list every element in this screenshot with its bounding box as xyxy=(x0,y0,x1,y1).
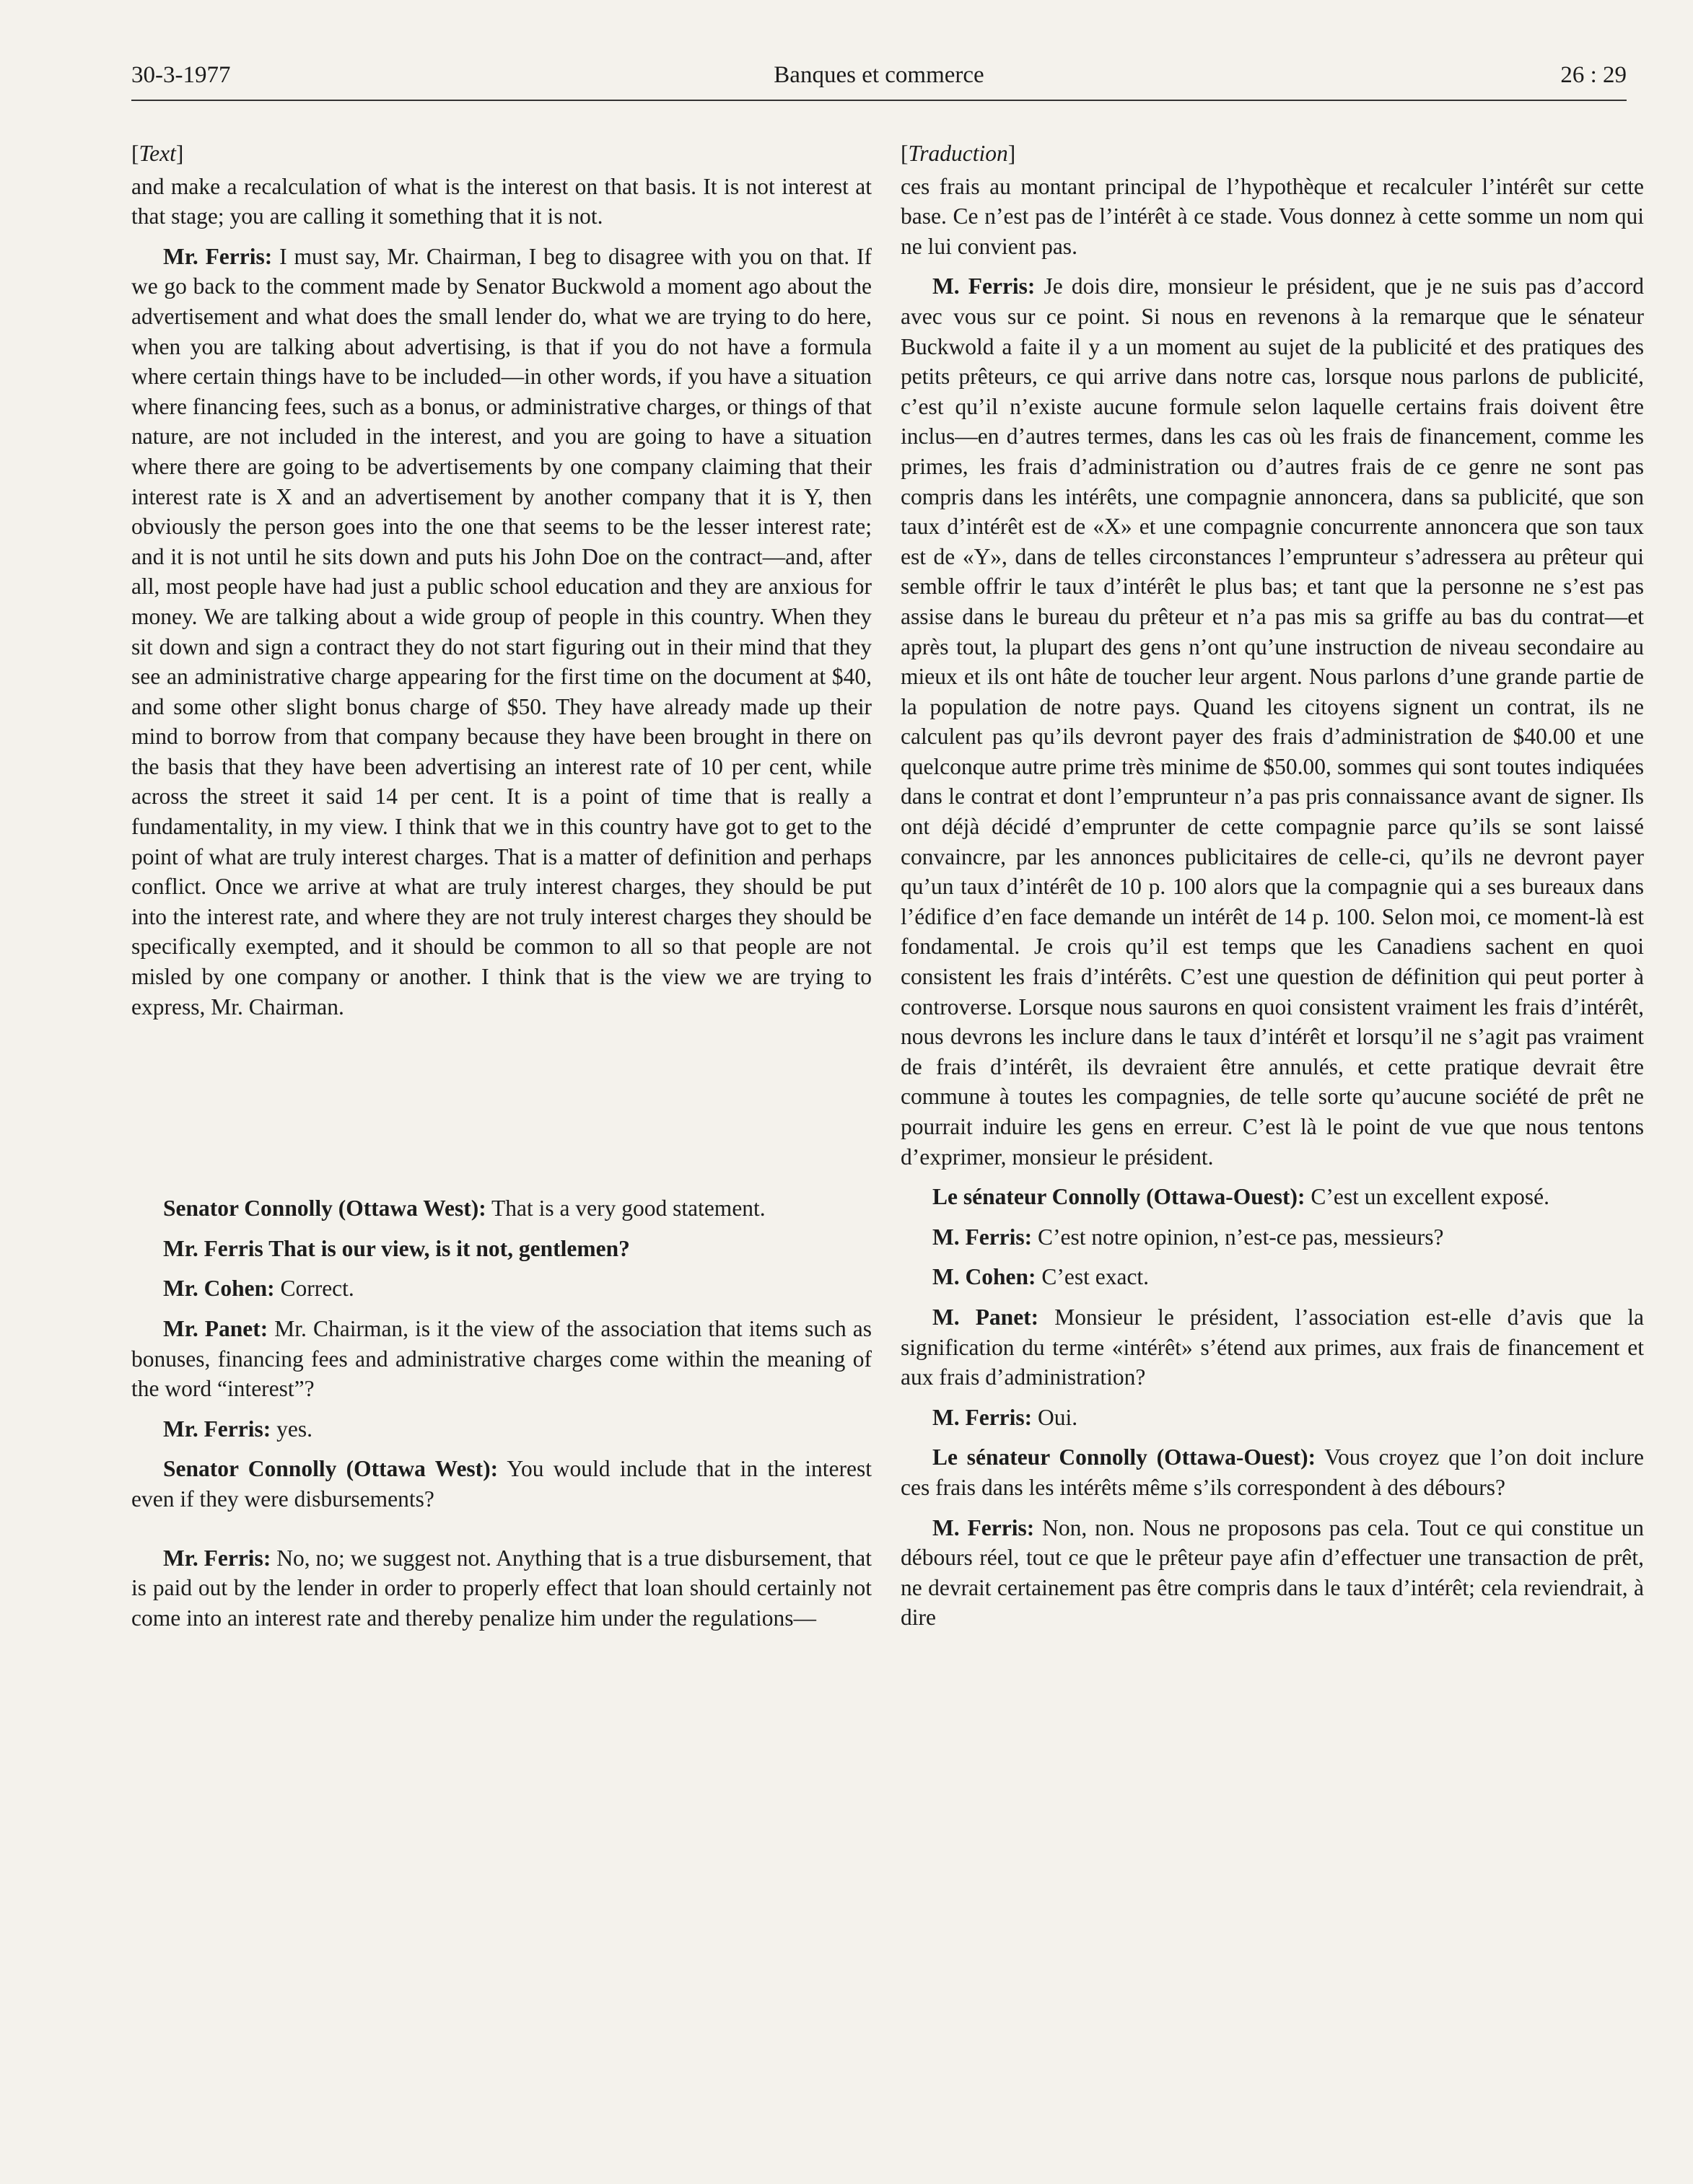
speech-paragraph xyxy=(131,1234,872,1264)
speech-text: C’est notre opinion, n’est-ce pas, messieurs? xyxy=(1032,1224,1444,1250)
speech-text: C’est un excellent exposé. xyxy=(1305,1184,1550,1210)
speech-text: That is a very good statement. xyxy=(486,1196,766,1222)
language-tag-label: Text xyxy=(139,141,176,166)
speaker-name: M. Ferris: xyxy=(932,1514,1035,1540)
column-gap xyxy=(131,1032,872,1193)
header-title: Banques et commerce xyxy=(774,62,984,88)
column-gap xyxy=(131,1525,872,1543)
speaker-name: M. Panet: xyxy=(932,1304,1039,1330)
speaker-name: Senator Connolly (Ottawa West): xyxy=(163,1456,499,1482)
speech-text: Monsieur le président, l’association est-elle d’avis que la signification du terme «intérêt» s’étend aux primes, aux frais de financement et aux frais d’administration? xyxy=(901,1304,1644,1390)
speech-text: Vous croyez que l’on doit inclure ces frais dans les intérêts même s’ils correspondent à des débours? xyxy=(901,1444,1644,1500)
speaker-name: M. Cohen: xyxy=(932,1264,1036,1290)
speaker-name: Mr. Ferris: xyxy=(163,1545,271,1571)
speech-text: No, no; we suggest not. Anything that is a true disbursement, that is paid out by the lender in order to properly effect that loan should certainly not come into an interest rate and thereby penalize him under the regulations— xyxy=(131,1545,872,1631)
speaker-name: Mr. Ferris: xyxy=(163,1416,271,1442)
speech-paragraph xyxy=(901,1182,1644,1212)
english-column xyxy=(131,139,872,1643)
speech-paragraph xyxy=(131,1454,872,1514)
speech-text: Je dois dire, monsieur le président, que je ne suis pas d’accord avec vous sur ce point. Si nous en revenons à la remarque que le sénateur Buckwold a faite il y a un moment au sujet de la publicité et des pratiques des petits prêteurs, ce qui arrive dans notre cas, lorsque nous parlons de publicité, c’est qu’il n’existe aucune formule selon laquelle certains frais doivent être inclus—en d’autres termes, dans les cas où les frais de financement, comme les primes, les frais d’administration ou d’autres frais de ce genre ne sont pas compris dans les intérêts, une compagnie annoncera, dans sa publicité, que son taux d’intérêt est de «X» et une compagnie concurrente annoncera que son taux est de «Y», dans de telles circonstances l’emprunteur s’adressera au prêteur qui semble offrir le taux d’intérêt le plus bas; et tant que la personne ne s’est pas assise dans le bureau du prêteur et n’a pas mis sa griffe au bas du contrat—et après tout, la plupart des gens n’ont qu’une instruction de niveau secondaire au mieux et ils ont hâte de toucher leur argent. Nous parlons d’une grande partie de la population de notre pays. Quand les citoyens signent un contrat, ils ne calculent pas qu’ils devront payer des frais d’administration de $40.00 et une quelconque autre prime très minime de $50.00, sommes qui sont toutes indiquées dans le contrat et dont l’emprunteur n’a pas pris connaissance avant de signer. Ils ont déjà décidé d’emprunter de cette compagnie parce qu’ils se sont laissé convaincre, par les annonces publicitaires de celle-ci, qu’ils ne devront payer qu’un taux d’intérêt de 10 p. 100 alors que la compagnie qui a ses bureaux dans l’édifice d’en face demande un intérêt de 14 p. 100. Selon moi, ce moment-là est fondamental. Je crois qu’il est temps que les Canadiens sachent en quoi consistent les frais d’intérêts. C’est une question de définition qui peut porter à controverse. Lorsque nous saurons en quoi consistent vraiment les frais d’intérêt, nous devrons les inclure dans le taux d’intérêt et lorsqu’il ne s’agit pas vraiment de frais d’intérêt, ils devraient être annulés, et cette pratique devrait être commune à toutes les compagnies, de telle sorte qu’aucune société de prêt ne pourrait induire les gens en erreur. C’est là le point de vue que nous tentons d’exprimer, monsieur le président. xyxy=(901,273,1644,1170)
speech-text: I must say, Mr. Chairman, I beg to disagree with you on that. If we go back to the comment made by Senator Buckwold a moment ago about the advertisement and what does the small lender do, what we are trying to do here, when you are talking about advertising, is that if you do not have a formula where certain things have to be included—in other words, if you have a situation where financing fees, such as a bonus, or administrative charges, or things of that nature, are not included in the interest, and you are going to have a situation where there are going to be advertisements by one company claiming that their interest rate is X and an advertisement by another company that it is Y, then obviously the person goes into the one that seems to be the lesser interest rate; and it is not until he sits down and puts his John Doe on the contract—and, after all, most people have had just a public school education and they are anxious for money. We are talking about a wide group of people in this country. When they sit down and sign a contract they do not start figuring out in their mind that they see an administrative charge appearing for the first time on the document at $40, and some other slight bonus charge of $50. They have already made up their mind to borrow from that company because they have been brought in there on the basis that they have been advertising an interest rate of 10 per cent, while across the street it said 14 per cent. It is a point of time that is really a fundamentality, in my view. I think that we in this country have got to get to the point of what are truly interest charges. That is a matter of definition and perhaps conflict. Once we arrive at what are truly interest charges, they should be put into the interest rate, and where they are not truly interest charges they should be specifically exempted, and it should be common to all so that people are not misled by one company or another. I think that is the view we are trying to express, Mr. Chairman. xyxy=(131,243,872,1019)
speech-text: Mr. Chairman, is it the view of the association that items such as bonuses, financing fees and administrative charges come within the meaning of the word “interest”? xyxy=(131,1316,872,1402)
speech-text: yes. xyxy=(271,1416,313,1442)
speaker-name: M. Ferris: xyxy=(932,273,1036,299)
header-page-number: 26 : 29 xyxy=(1560,62,1627,88)
language-tag-label: Traduction xyxy=(908,141,1008,166)
speaker-name: M. Ferris: xyxy=(932,1404,1033,1430)
speech-paragraph xyxy=(131,1543,872,1633)
speech-text: You would include that in the interest even if they were disbursements? xyxy=(131,1456,872,1512)
speech-paragraph xyxy=(131,1193,872,1224)
speech-text: Correct. xyxy=(274,1276,354,1302)
speech-paragraph xyxy=(131,1314,872,1404)
speech-paragraph xyxy=(901,1442,1644,1502)
speech-paragraph xyxy=(901,271,1644,1172)
speech-paragraph xyxy=(131,1273,872,1304)
speech-text: C’est exact. xyxy=(1036,1264,1150,1290)
speaker-name: Mr. Cohen: xyxy=(163,1276,275,1302)
french-column xyxy=(901,139,1644,1643)
speech-paragraph xyxy=(901,1513,1644,1633)
speaker-name: Mr. Ferris: xyxy=(163,243,273,269)
running-header xyxy=(131,62,1627,101)
speaker-name: Senator Connolly (Ottawa West): xyxy=(163,1196,486,1222)
speech-paragraph xyxy=(901,1302,1644,1393)
speech-paragraph xyxy=(901,1222,1644,1253)
header-date: 30-3-1977 xyxy=(131,62,231,88)
language-tag: [Traduction] xyxy=(901,141,1016,166)
speech-text: Non, non. Nous ne proposons pas cela. Tout ce qui constitue un débours réel, tout ce que le prêteur paye afin d’effectuer une transaction de prêt, ne devrait certainement pas être compris dans le taux d’intérêt; cela reviendrait, à dire xyxy=(901,1514,1644,1631)
speech-paragraph xyxy=(131,242,872,1022)
speech-paragraph xyxy=(131,1414,872,1444)
paragraph: and make a recalculation of what is the interest on that basis. It is not interest at that stage; you are calling it something that it is not. xyxy=(131,173,872,229)
speech-paragraph xyxy=(901,1403,1644,1433)
speaker-name: Mr. Panet: xyxy=(163,1316,268,1341)
speaker-name: Le sénateur Connolly (Ottawa-Ouest): xyxy=(932,1184,1305,1210)
speech-paragraph xyxy=(901,1262,1644,1292)
speaker-name: Mr. Ferris That is our view, is it not, gentlemen? xyxy=(163,1235,630,1261)
paragraph: ces frais au montant principal de l’hypothèque et recalculer l’intérêt sur cette base. Ce n’est pas de l’intérêt à ce stade. Vous donnez à cette somme un nom qui ne lui convient pas. xyxy=(901,173,1644,259)
language-tag: [Text] xyxy=(131,141,184,166)
speaker-name: Le sénateur Connolly (Ottawa-Ouest): xyxy=(932,1444,1316,1470)
speech-text: Oui. xyxy=(1032,1404,1078,1430)
speaker-name: M. Ferris: xyxy=(932,1224,1033,1250)
